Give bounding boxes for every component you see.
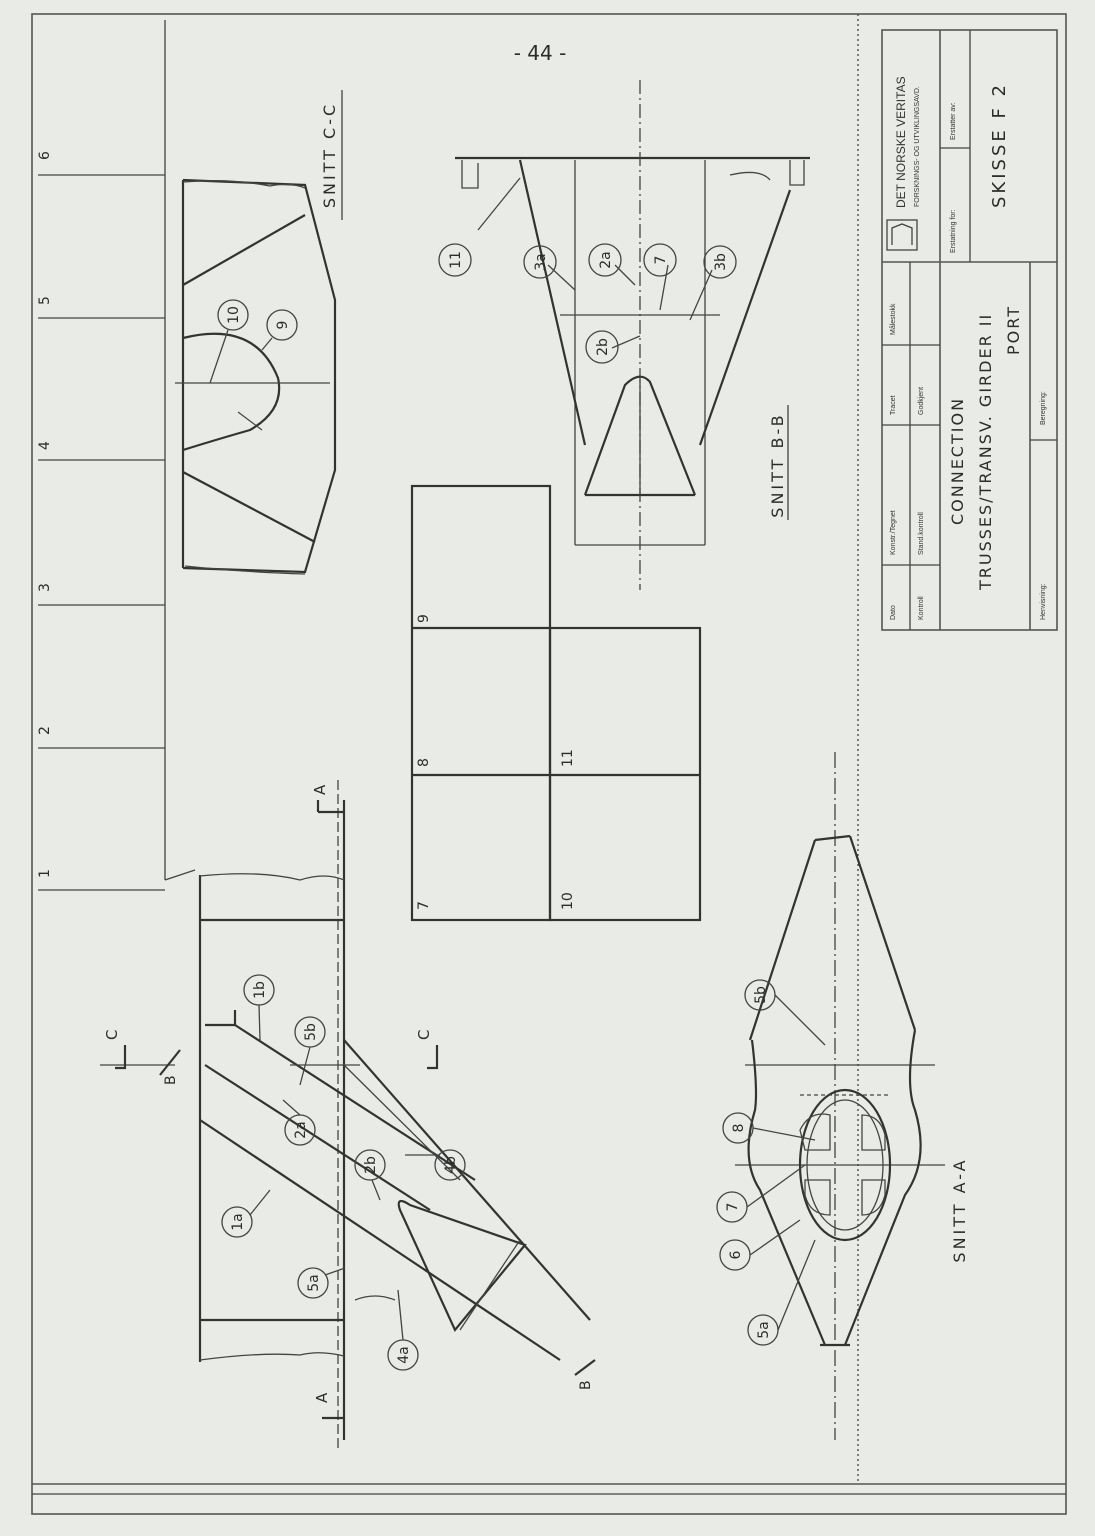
section-mark-b-bottom: B [578, 1380, 594, 1390]
margin-number: 4 [37, 441, 53, 450]
callout-main-5b: 5b [303, 1023, 319, 1041]
callout-bb-2b: 2b [595, 338, 611, 356]
page-number: - 44 - [513, 41, 567, 65]
section-mark-a-bottom: A [313, 1392, 331, 1403]
section-bb-label: SNITT B-B [768, 412, 787, 518]
section-aa-view [717, 752, 969, 1440]
field-godkjent-label: Godkjent [918, 386, 925, 415]
grid-cell-11: 11 [560, 749, 576, 767]
margin-number: 2 [37, 726, 53, 735]
callout-aa-7: 7 [725, 1202, 741, 1212]
callout-bb-7: 7 [653, 255, 669, 265]
field-kontroll-label: Kontroll [918, 596, 925, 620]
field-dato-label: Dato [890, 605, 897, 620]
section-cc-label: SNITT C-C [320, 101, 339, 209]
margin-number: 3 [37, 583, 53, 592]
grid-cell-8: 8 [416, 758, 432, 767]
section-mark-b-top: B [163, 1075, 179, 1085]
field-erstatning-label: Erstatning for: [950, 209, 957, 253]
callout-bb-2a: 2a [598, 251, 614, 269]
margin-number: 1 [37, 869, 53, 878]
grid-cell-7: 7 [416, 901, 432, 910]
field-beregning-label: Beregning: [1040, 391, 1047, 425]
company-name: DET NORSKE VERITAS [894, 76, 908, 208]
company-dept: FORSKNINGS- OG UTVIKLINGSAVD. [914, 86, 921, 207]
callout-main-4b: 4b [443, 1156, 459, 1174]
callout-main-1b: 1b [252, 981, 268, 999]
title-block [882, 30, 1057, 630]
layout-grid [412, 486, 700, 920]
field-malestokk-label: Målestokk [890, 303, 897, 335]
callout-main-4a: 4a [396, 1346, 412, 1364]
callout-main-1a: 1a [230, 1213, 246, 1231]
section-aa-label: SNITT A-A [950, 1157, 969, 1263]
field-henvisning-label: Henvisning: [1040, 583, 1047, 620]
callout-bb-11: 11 [448, 251, 464, 269]
grid-cell-10: 10 [560, 892, 576, 910]
margin-number: 5 [37, 296, 53, 305]
main-connection-view [100, 780, 595, 1450]
section-mark-a-top: A [311, 784, 329, 795]
callout-aa-6: 6 [728, 1250, 744, 1260]
title-line-3: PORT [1004, 305, 1023, 355]
field-konstr-label: Konstr./Tegnet [890, 510, 897, 555]
field-stand-label: Stand.kontroll [918, 512, 925, 555]
callout-cc-10: 10 [226, 306, 242, 324]
callout-main-5a: 5a [306, 1274, 322, 1292]
title-line-2: TRUSSES/TRANSV. GIRDER II [976, 312, 995, 590]
callout-main-2b: 2b [363, 1156, 379, 1174]
sketch-id: SKISSE F 2 [989, 81, 1010, 209]
section-bb-view [439, 80, 810, 590]
callout-cc-9: 9 [275, 320, 291, 330]
grid-cell-9: 9 [416, 614, 432, 623]
callout-aa-8: 8 [731, 1123, 747, 1133]
field-erstatter-label: Erstatter av: [950, 102, 957, 140]
section-mark-c-left: C [103, 1029, 121, 1040]
section-cc-view [175, 90, 342, 574]
margin-number: 6 [37, 151, 53, 160]
callout-aa-5b: 5b [753, 986, 769, 1004]
left-margin-scale [37, 20, 195, 890]
field-tracet-label: Tracet [890, 395, 897, 415]
callout-aa-5a: 5a [756, 1321, 772, 1339]
title-line-1: CONNECTION [948, 396, 967, 525]
callout-main-2a: 2a [293, 1121, 309, 1139]
callout-bb-3b: 3b [713, 253, 729, 271]
callout-bb-3a: 3a [533, 253, 549, 271]
section-mark-c-right: C [415, 1029, 433, 1040]
